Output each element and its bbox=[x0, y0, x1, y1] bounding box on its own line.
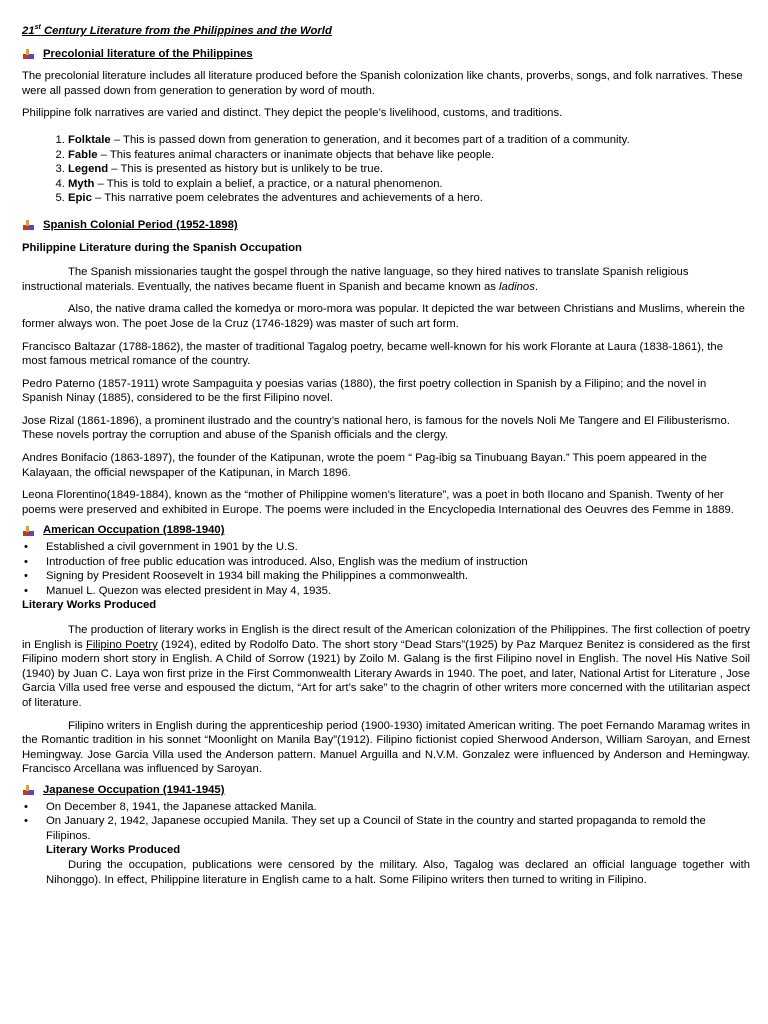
paragraph: The production of literary works in English is the direct result of the American colonization of the Philippines. The first collection of poetry in English is Filipino Poetry (1924), edited by Rodolfo Dato. The short story “Dead Stars”(1925) by Paz Marquez Benitez is considered as the first Filipino modern short story in English. A Child of Sorrow (1921) by Zoilo M. Galang is the first Filipino novel in English. The novel His Native Soil (1940) by Juan C. Laya won first prize in the First Commonwealth Literary Awards in 1940. The poet, and later, National Artist for Literature , Jose Garcia Villa used free verse and espoused the dictum, “Art for art’s sake” to the chagrin of other writers more concerned with the utilitarian aspect of literature. bbox=[22, 624, 750, 709]
bullet-icon bbox=[22, 219, 35, 231]
list-item: 3. Legend – This is presented as history but is unlikely to be true. bbox=[68, 162, 750, 177]
paragraph: Leona Florentino(1849-1884), known as the “mother of Philippine women’s literature”, was a poet in both Ilocano and Spanish. Twenty of her poems were preserved and exhibited in Europe. The poems were included in the Encyclopedia International des Oeuvres des Femme in 1889. bbox=[22, 489, 734, 516]
section-heading-japanese: Japanese Occupation (1941-1945) bbox=[22, 783, 750, 798]
bullet-icon bbox=[22, 784, 35, 796]
list-item: • On January 2, 1942, Japanese occupied Manila. They set up a Council of State in the country and started propaganda to remold the Filipinos. bbox=[46, 814, 750, 843]
paragraph: Philippine folk narratives are varied and distinct. They depict the people’s livelihood, customs, and traditions. bbox=[22, 107, 563, 120]
list-item: • Introduction of free public education was introduced. Also, English was the medium of instruction bbox=[46, 555, 750, 570]
list-item: 4. Myth – This is told to explain a belief, a practice, or a natural phenomenon. bbox=[68, 177, 750, 192]
section-heading-spanish: Spanish Colonial Period (1952-1898) bbox=[22, 218, 750, 233]
document-page bbox=[22, 24, 750, 895]
section-heading-precolonial: Precolonial literature of the Philippines bbox=[22, 47, 750, 62]
list-item: • Manuel L. Quezon was elected president in May 4, 1935. bbox=[46, 584, 750, 599]
paragraph: Francisco Baltazar (1788-1862), the master of traditional Tagalog poetry, became well-known for his work Florante at Laura (1838-1861), the most famous metrical romance of the country. bbox=[22, 340, 723, 368]
list-item: • Established a civil government in 1901 by the U.S. bbox=[46, 540, 750, 555]
document-title: 21st Century Literature from the Philippines and the World bbox=[22, 24, 332, 37]
japanese-bullet-list bbox=[22, 800, 750, 844]
paragraph: The precolonial literature includes all literature produced before the Spanish colonization like chants, proverbs, songs, and folk narratives. These were all passed down from generation to generation by word of mouth. bbox=[22, 70, 743, 97]
paragraph: Also, the native drama called the komedya or moro-mora was popular. It depicted the war between Christians and Muslims, wherein the former always won. The poet Jose de la Cruz (1746-1829) was master of such art form. bbox=[22, 303, 745, 330]
paragraph: Pedro Paterno (1857-1911) wrote Sampaguita y poesias varias (1880), the first poetry collection in Spanish by a Filipino; and the novel in Spanish Ninay (1885), considered to be the first Filipino novel. bbox=[22, 377, 707, 405]
paragraph: During the occupation, publications were censored by the military. Also, Tagalog was declared an official language together with Nihonggo). In effect, Philippine literature in English came to a halt. Some Filipino writers then turned to writing in Filipino. bbox=[46, 858, 750, 886]
subheading: Literary Works Produced bbox=[46, 844, 181, 857]
bullet-icon bbox=[22, 525, 35, 537]
paragraph: The Spanish missionaries taught the gospel through the native language, so they hired natives to translate Spanish religious instructional materials. Eventually, the natives became fluent in Spanish and became known as ladinos. bbox=[22, 266, 689, 293]
list-item: • On December 8, 1941, the Japanese attacked Manila. bbox=[46, 800, 750, 815]
folk-narratives-list bbox=[22, 133, 750, 206]
section-heading-american: American Occupation (1898-1940) bbox=[22, 523, 750, 538]
paragraph: Jose Rizal (1861-1896), a prominent ilustrado and the country’s national hero, is famous for the novels Noli Me Tangere and El Filibusterismo. These novels portray the corruption and abuse of the Spanish officials and the clergy. bbox=[22, 414, 730, 442]
list-item: 2. Fable – This features animal characters or inanimate objects that behave like people. bbox=[68, 148, 750, 163]
subheading: Philippine Literature during the Spanish Occupation bbox=[22, 241, 302, 254]
paragraph: Filipino writers in English during the apprenticeship period (1900-1930) imitated American writing. The poet Fernando Maramag writes in the Romantic tradition in his sonnet “Moonlight on Manila Bay”(1912). Filipino fictionist copied Sherwood Anderson, William Saroyan, and Ernest Hemingway. Jose Garcia Villa used the Anderson pattern. Manuel Arguilla and N.V.M. Gonzalez were influenced by Anderson and Hemingway. Francisco Arcellana was influenced by Saroyan. bbox=[22, 719, 750, 776]
paragraph: Andres Bonifacio (1863-1897), the founder of the Katipunan, wrote the poem “ Pag-ibig sa Tinubuang Bayan.” This poem appeared in the Kalayaan, the official newspaper of the Katipunan, in March 1896. bbox=[22, 452, 707, 479]
list-item: 5. Epic – This narrative poem celebrates the adventures and achievements of a hero. bbox=[68, 191, 750, 206]
list-item: • Signing by President Roosevelt in 1934 bill making the Philippines a commonwealth. bbox=[46, 569, 750, 584]
list-item: 1. Folktale – This is passed down from generation to generation, and it becomes part of a tradition of a community. bbox=[68, 133, 750, 148]
bullet-icon bbox=[22, 48, 35, 60]
subheading: Literary Works Produced bbox=[22, 599, 157, 612]
american-bullet-list bbox=[22, 540, 750, 598]
